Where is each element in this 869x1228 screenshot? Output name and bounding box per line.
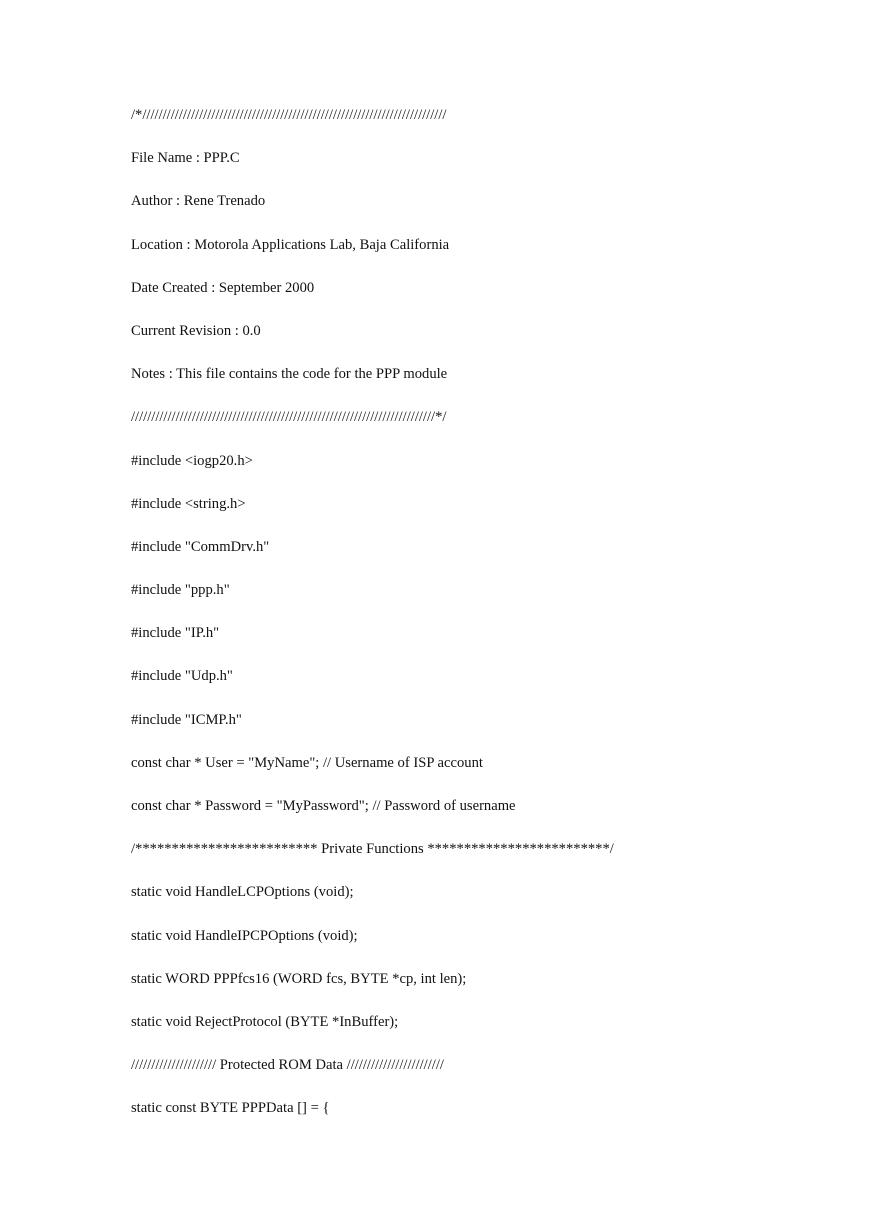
notes-line: Notes : This file contains the code for the PPP module bbox=[131, 366, 448, 383]
header-comment-close: ///////////////////////////////////////////////////////////////////////////*/ bbox=[131, 409, 447, 426]
pppfcs16-prototype: static WORD PPPfcs16 (WORD fcs, BYTE *cp, int len); bbox=[131, 970, 467, 987]
user-declaration: const char * User = "MyName"; // Username of ISP account bbox=[131, 754, 483, 771]
current-revision-line: Current Revision : 0.0 bbox=[131, 322, 261, 339]
source-code-listing bbox=[131, 105, 831, 1142]
private-functions-comment: /************************* Private Functions *************************/ bbox=[131, 841, 614, 858]
include-icmp: #include "ICMP.h" bbox=[131, 711, 242, 728]
date-created-line: Date Created : September 2000 bbox=[131, 279, 315, 296]
ppp-data-declaration: static const BYTE PPPData [] = { bbox=[131, 1100, 330, 1117]
password-declaration: const char * Password = "MyPassword"; // Password of username bbox=[131, 798, 516, 814]
header-comment-open: /*/////////////////////////////////////////////////////////////////////////// bbox=[131, 107, 447, 123]
include-ppp: #include "ppp.h" bbox=[131, 582, 230, 599]
include-commdrv: #include "CommDrv.h" bbox=[131, 538, 270, 555]
include-string: #include <string.h> bbox=[131, 495, 246, 512]
file-name-line: File Name : PPP.C bbox=[131, 150, 240, 167]
handle-ipcp-options-prototype: static void HandleIPCPOptions (void); bbox=[131, 927, 358, 944]
author-line: Author : Rene Trenado bbox=[131, 193, 266, 210]
location-line: Location : Motorola Applications Lab, Baja California bbox=[131, 236, 450, 253]
reject-protocol-prototype: static void RejectProtocol (BYTE *InBuffer); bbox=[131, 1013, 399, 1030]
include-udp: #include "Udp.h" bbox=[131, 668, 233, 685]
handle-lcp-options-prototype: static void HandleLCPOptions (void); bbox=[131, 884, 354, 901]
include-iogp20: #include <iogp20.h> bbox=[131, 452, 253, 469]
include-ip: #include "IP.h" bbox=[131, 625, 220, 642]
protected-rom-data-comment: ///////////////////// Protected ROM Data //////////////////////// bbox=[131, 1057, 444, 1074]
